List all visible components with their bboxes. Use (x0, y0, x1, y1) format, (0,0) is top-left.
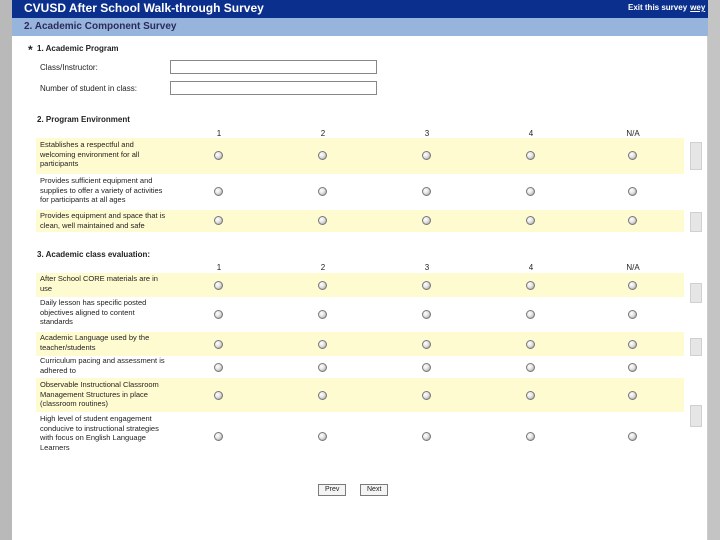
class-instructor-input[interactable] (170, 60, 377, 74)
radio-eval-r2-na[interactable] (628, 310, 637, 319)
radio-env-r1-c1[interactable] (214, 151, 223, 160)
row-label: Curriculum pacing and assessment is adhered to (40, 356, 165, 375)
radio-eval-r1-na[interactable] (628, 281, 637, 290)
radio-eval-r2-c3[interactable] (422, 310, 431, 319)
column-header-na: N/A (626, 263, 640, 272)
radio-env-r3-c4[interactable] (526, 216, 535, 225)
radio-env-r3-c1[interactable] (214, 216, 223, 225)
radio-eval-r3-c4[interactable] (526, 340, 535, 349)
window-frame-right (708, 0, 720, 540)
radio-eval-r6-c3[interactable] (422, 432, 431, 441)
row-label: High level of student engagement conducive to instructional strategies with focus on English Language Learners (40, 414, 159, 452)
radio-eval-r6-c4[interactable] (526, 432, 535, 441)
column-header-4: 4 (528, 129, 534, 138)
radio-env-r3-c2[interactable] (318, 216, 327, 225)
radio-eval-r5-na[interactable] (628, 391, 637, 400)
column-header-na: N/A (626, 129, 640, 138)
radio-eval-r2-c1[interactable] (214, 310, 223, 319)
radio-eval-r4-c3[interactable] (422, 363, 431, 372)
row-label: Observable Instructional Classroom Management Structures in place (classroom routines) (40, 380, 159, 408)
row-side-tab (690, 283, 702, 303)
radio-eval-r3-c2[interactable] (318, 340, 327, 349)
column-header-1: 1 (216, 129, 222, 138)
row-side-tab (690, 338, 702, 356)
radio-eval-r1-c1[interactable] (214, 281, 223, 290)
row-side-tab (690, 405, 702, 427)
row-label: Daily lesson has specific posted objectives aligned to content standards (40, 298, 147, 326)
radio-eval-r2-c2[interactable] (318, 310, 327, 319)
exit-survey-suffix: wey (690, 3, 706, 12)
column-header-3: 3 (424, 129, 430, 138)
radio-eval-r5-c2[interactable] (318, 391, 327, 400)
radio-eval-r6-c2[interactable] (318, 432, 327, 441)
exit-survey-text: Exit this survey (628, 3, 688, 12)
radio-eval-r3-c3[interactable] (422, 340, 431, 349)
radio-eval-r6-c1[interactable] (214, 432, 223, 441)
row-label: Provides equipment and space that is clean, well maintained and safe (40, 211, 166, 230)
required-asterisk: * (28, 43, 33, 57)
row-label: Academic Language used by the teacher/students (40, 333, 150, 352)
column-header-2: 2 (320, 263, 326, 272)
column-header-2: 2 (320, 129, 326, 138)
radio-env-r3-c3[interactable] (422, 216, 431, 225)
radio-eval-r4-na[interactable] (628, 363, 637, 372)
row-label: After School CORE materials are in use (40, 274, 158, 293)
row-label: Establishes a respectful and welcoming environment for all participants (40, 140, 140, 168)
column-header-1: 1 (216, 263, 222, 272)
radio-eval-r3-c1[interactable] (214, 340, 223, 349)
radio-env-r2-c1[interactable] (214, 187, 223, 196)
radio-eval-r5-c4[interactable] (526, 391, 535, 400)
radio-eval-r1-c2[interactable] (318, 281, 327, 290)
radio-eval-r4-c4[interactable] (526, 363, 535, 372)
survey-title: CVUSD After School Walk-through Survey (24, 1, 264, 15)
radio-env-r2-c4[interactable] (526, 187, 535, 196)
prev-button[interactable]: Prev (318, 484, 346, 496)
radio-env-r1-c2[interactable] (318, 151, 327, 160)
question-title-academic-class-evaluation: 3. Academic class evaluation: (37, 250, 151, 259)
radio-env-r2-c3[interactable] (422, 187, 431, 196)
radio-eval-r4-c2[interactable] (318, 363, 327, 372)
number-of-students-input[interactable] (170, 81, 377, 95)
radio-env-r2-na[interactable] (628, 187, 637, 196)
radio-eval-r1-c3[interactable] (422, 281, 431, 290)
row-side-tab (690, 212, 702, 232)
question-title-program-environment: 2. Program Environment (37, 115, 130, 124)
radio-eval-r3-na[interactable] (628, 340, 637, 349)
row-side-tab (690, 142, 702, 170)
radio-eval-r2-c4[interactable] (526, 310, 535, 319)
radio-eval-r6-na[interactable] (628, 432, 637, 441)
radio-env-r2-c2[interactable] (318, 187, 327, 196)
radio-eval-r4-c1[interactable] (214, 363, 223, 372)
question-title-academic-program: 1. Academic Program (37, 44, 119, 53)
radio-env-r1-na[interactable] (628, 151, 637, 160)
next-button[interactable]: Next (360, 484, 388, 496)
radio-env-r3-na[interactable] (628, 216, 637, 225)
column-header-3: 3 (424, 263, 430, 272)
field-label-class-instructor: Class/Instructor: (40, 63, 98, 72)
window-frame-left (0, 0, 12, 540)
radio-eval-r1-c4[interactable] (526, 281, 535, 290)
radio-eval-r5-c1[interactable] (214, 391, 223, 400)
field-label-number-of-students: Number of student in class: (40, 84, 137, 93)
exit-survey-link[interactable] (628, 3, 705, 12)
page-title: 2. Academic Component Survey (24, 21, 177, 32)
radio-env-r1-c3[interactable] (422, 151, 431, 160)
radio-env-r1-c4[interactable] (526, 151, 535, 160)
row-label: Provides sufficient equipment and supplies to offer a variety of activities for participants at all ages (40, 176, 163, 204)
radio-eval-r5-c3[interactable] (422, 391, 431, 400)
column-header-4: 4 (528, 263, 534, 272)
